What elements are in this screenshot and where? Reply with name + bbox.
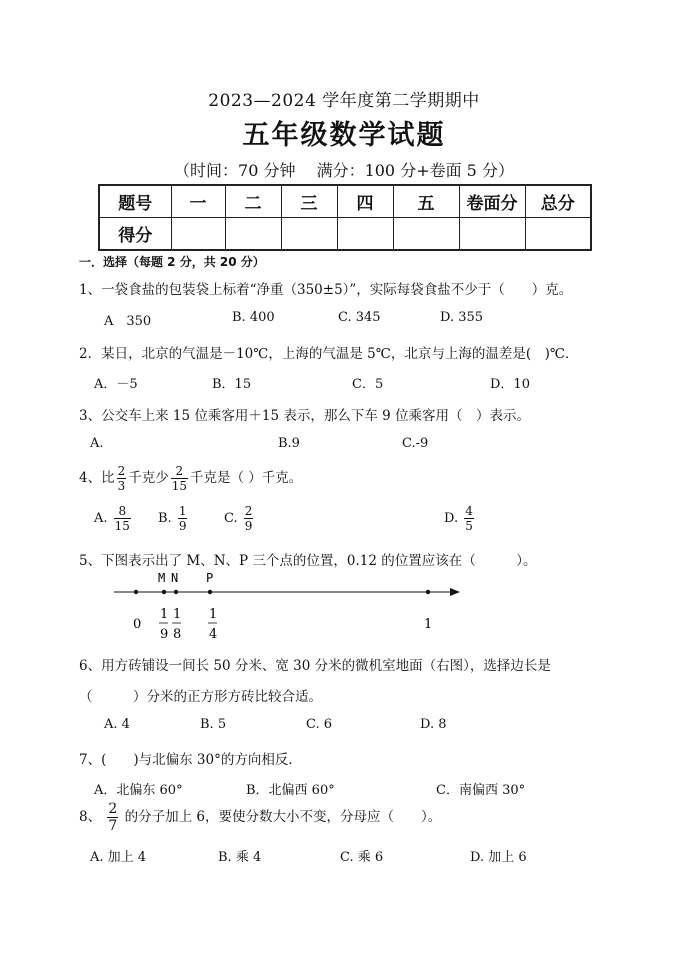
label-n: N [171,571,179,585]
score-cell[interactable] [393,218,459,251]
q6-option-c[interactable]: C. 6 [306,717,333,732]
exam-title: 五年级数学试题 [242,120,446,151]
score-cell[interactable] [225,218,281,251]
tick-p-denominator: 4 [209,627,218,642]
label-m: M [158,571,166,585]
q4-option-c-fraction: $\frac{2}{9}$ [244,504,253,533]
tick-p-numerator: 1 [209,607,218,622]
q4-option-b-fraction: $\frac{1}{9}$ [178,504,187,533]
q4-option-c[interactable]: C. $\frac{2}{9}$ [224,504,253,533]
question-2-text: 2．某日，北京的气温是－10℃，上海的气温是 5℃，北京与上海的温差是( )℃． [79,346,579,362]
point-m [162,590,166,594]
question-1-text: 1、一袋食盐的包装袋上标着“净重（350±5）”，实际每袋食盐不少于（ ）克。 [79,282,573,298]
question-6-text: 6、用方砖铺设一间长 50 分米、宽 30 分米的微机室地面（右图），选择边长是 [79,658,551,674]
q4-fraction-2: $\frac{2}{15}$ [171,464,188,493]
q4-option-d-fraction: $\frac{4}{5}$ [465,504,473,533]
exam-term: 2023—2024 学年度第二学期期中 [208,91,480,111]
score-header-cell: 五 [393,185,459,218]
score-cell[interactable] [171,218,225,251]
point-n [174,590,178,594]
q6-option-d[interactable]: D. 8 [420,717,447,732]
score-table-score-row [99,218,591,251]
q4-option-b[interactable]: B. $\frac{1}{9}$ [158,504,187,533]
q4-option-a[interactable]: A. $\frac{8}{15}$ [94,504,130,533]
tick-label-one: 1 [424,617,433,632]
score-cell[interactable] [281,218,337,251]
score-header-cell: 一 [171,185,225,218]
q8-fraction: $\frac{2}{7}$ [108,801,118,834]
q8-option-b[interactable]: B. 乘 4 [218,850,262,865]
q8-option-a[interactable]: A. 加上 4 [90,850,147,865]
point-p [208,590,212,594]
q4-option-a-fraction: $\frac{8}{15}$ [114,504,130,533]
label-p: P [206,571,214,585]
score-cell[interactable] [337,218,393,251]
q8-suffix: 的分子加上 6，要使分数大小不变，分母应（ ）。 [124,809,442,825]
q2-option-d[interactable]: D．10 [490,377,530,392]
score-header-cell: 卷面分 [459,185,525,218]
point-one [426,590,430,594]
tick-m-denominator: 9 [160,627,169,642]
question-8-text [79,800,441,834]
q7-option-a[interactable]: A．北偏东 60° [94,783,183,798]
tick-n-denominator: 8 [173,627,182,642]
number-line-figure [110,568,470,652]
q6-option-b[interactable]: B. 5 [200,717,227,732]
score-row-label: 得分 [99,218,171,251]
tick-m-numerator: 1 [160,607,169,622]
q4-option-d[interactable]: D. $\frac{4}{5}$ [444,504,473,533]
q2-option-a[interactable]: A．－5 [94,377,138,392]
score-header-cell: 总分 [525,185,591,218]
score-header-cell: 二 [225,185,281,218]
q2-option-c[interactable]: C．5 [352,377,384,392]
score-cell[interactable] [525,218,591,251]
q3-option-b[interactable]: B.9 [278,436,300,451]
q8-option-c[interactable]: C. 乘 6 [340,850,384,865]
question-7-text: 7、( )与北偏东 30°的方向相反． [79,752,302,768]
q3-option-c[interactable]: C.-9 [402,436,429,451]
q7-option-c[interactable]: C．南偏西 30° [436,783,526,798]
q4-prefix: 4、比 [79,470,115,486]
question-5-text: 5、下图表示出了 M、N、P 三个点的位置，0.12 的位置应该在（ ）。 [79,553,537,569]
tick-n-numerator: 1 [173,607,182,622]
question-3-text: 3、公交车上来 15 位乘客用＋15 表示，那么下车 9 位乘客用（ ）表示。 [79,408,530,424]
q4-mid: 千克少 [128,470,169,486]
score-cell[interactable] [459,218,525,251]
q4-suffix: 千克是（ ）千克。 [190,470,303,486]
number-line-arrow [450,588,460,596]
q8-prefix: 8、 [79,809,102,825]
question-6-text-line2: （ ）分米的正方形方砖比较合适。 [79,689,322,705]
tick-label-zero: 0 [133,617,142,632]
score-table [98,184,592,251]
score-header-cell: 题号 [99,185,171,218]
q7-option-b[interactable]: B．北偏西 60° [246,783,335,798]
q1-option-c[interactable]: C. 345 [338,310,381,325]
q4-fraction-1: $\frac{2}{3}$ [117,464,126,493]
q1-option-a[interactable]: A 350 [104,314,152,329]
q3-option-a[interactable]: A. [90,436,104,451]
q8-option-d[interactable]: D. 加上 6 [470,850,527,865]
q1-option-d[interactable]: D. 355 [440,310,484,325]
question-4-text [79,464,302,492]
q2-option-b[interactable]: B．15 [212,377,252,392]
q6-option-a[interactable]: A. 4 [104,717,130,732]
q1-option-b[interactable]: B. 400 [232,310,275,325]
point-zero [134,590,138,594]
exam-info: （时间：70 分钟 满分：100 分+卷面 5 分） [174,161,514,180]
score-header-cell: 四 [337,185,393,218]
section-heading: 一．选择（每题 2 分，共 20 分） [79,255,265,269]
score-header-cell: 三 [281,185,337,218]
score-table-header-row [99,185,591,218]
